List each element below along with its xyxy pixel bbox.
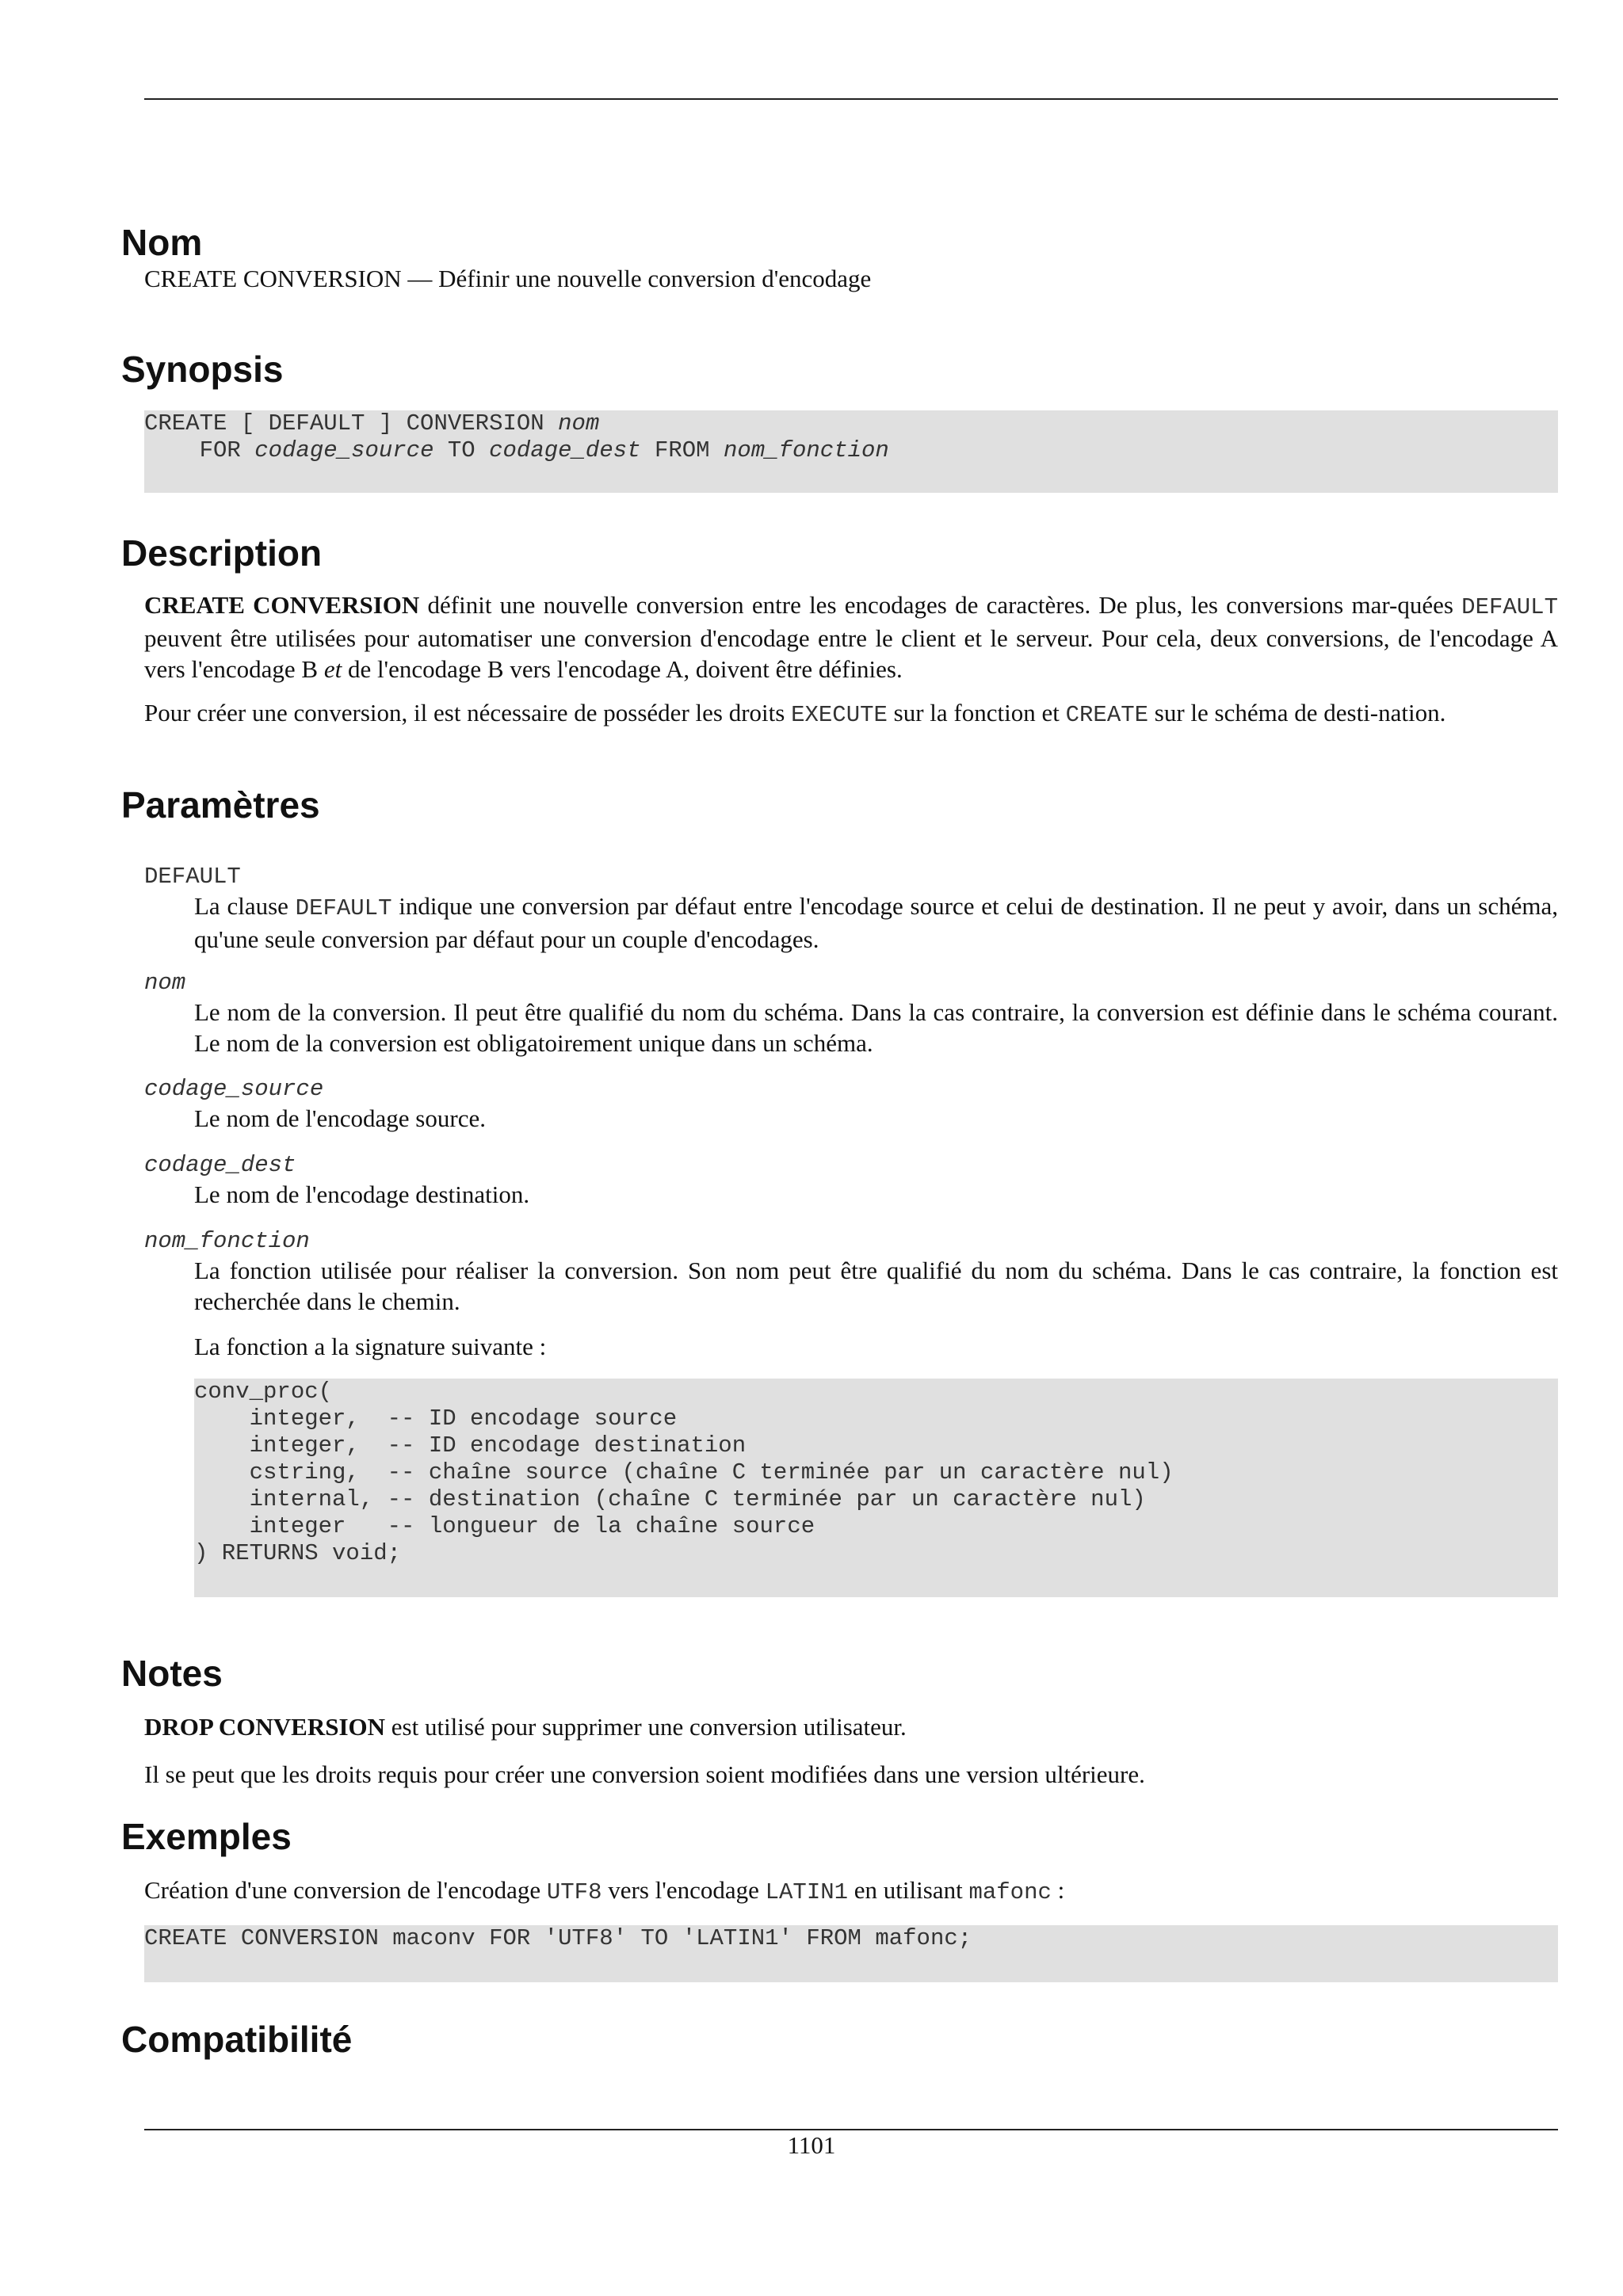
description-text-c: de l'encodage B vers l'encodage A, doivent être définies.: [342, 655, 903, 683]
section-heading-compatibilite: Compatibilité: [121, 2019, 353, 2060]
synopsis-param-codage-dest: codage_dest: [489, 437, 641, 463]
exemples-paragraph: [144, 1875, 1558, 1908]
synopsis-param-nom-fonction: nom_fonction: [723, 437, 889, 463]
header-rule: [144, 98, 1558, 100]
param-default-text-a: La clause: [194, 892, 296, 920]
description-code-execute: EXECUTE: [791, 702, 888, 728]
exemples-text-d: :: [1051, 1876, 1065, 1904]
section-heading-description: Description: [121, 532, 323, 574]
param-default-code: DEFAULT: [295, 895, 392, 921]
synopsis-keyword-for: FOR: [144, 437, 255, 463]
notes-command-name: DROP CONVERSION: [144, 1713, 386, 1741]
synopsis-line-1: [144, 410, 599, 437]
synopsis-code-block: [144, 410, 1558, 493]
synopsis-keyword-to: TO: [433, 437, 490, 463]
description-paragraph-2: [144, 697, 1558, 730]
param-desc-codage-dest: Le nom de l'encodage destination.: [194, 1180, 530, 1208]
description-command-name: CREATE CONVERSION: [144, 591, 420, 619]
description-emphasis: et: [323, 655, 342, 683]
param-term-nom-fonction: [144, 1228, 310, 1255]
param-term-codage-dest: [144, 1152, 296, 1179]
exemples-code-block: CREATE CONVERSION maconv FOR 'UTF8' TO 'LATIN1' FROM mafonc;: [144, 1925, 1558, 1982]
exemples-text-c: en utilisant: [848, 1876, 969, 1904]
param-signature-intro: La fonction a la signature suivante :: [194, 1333, 547, 1360]
synopsis-keywords-1: CREATE [ DEFAULT ] CONVERSION: [144, 410, 559, 437]
param-term-codage-source: [144, 1076, 323, 1103]
synopsis-param-codage-source: codage_source: [254, 437, 434, 463]
param-desc-default: [194, 891, 1558, 955]
param-term-default: DEFAULT: [144, 864, 241, 890]
description-text-b: peuvent être utilisées pour automatiser une conversion d'encodage entre le client et le serveur. Pour cela, deux conversions, de l'encodage A vers l'encodage B: [144, 624, 1558, 683]
param-term-nom-fonction-text: nom_fonction: [144, 1228, 310, 1254]
section-heading-notes: Notes: [121, 1653, 223, 1694]
notes-paragraph-2: Il se peut que les droits requis pour créer une conversion soient modifiées dans une version ultérieure.: [144, 1760, 1145, 1788]
synopsis-param-nom: nom: [558, 410, 600, 437]
section-heading-parametres: Paramètres: [121, 784, 320, 826]
param-term-codage-source-text: codage_source: [144, 1076, 324, 1102]
description-p2-text-b: sur la fonction et: [887, 699, 1066, 727]
nom-text: CREATE CONVERSION — Définir une nouvelle conversion d'encodage: [144, 265, 872, 292]
exemples-code-mafonc: mafonc: [968, 1879, 1052, 1905]
signature-code-block: conv_proc( integer, -- ID encodage source integer, -- ID encodage destination cstring, -- chaîne source (chaîne C terminée par un caractère nul) internal, -- destination (chaîne C terminée par un caractère nul) integer -- longueur de la chaîne source ) RETURNS void;: [194, 1379, 1558, 1597]
synopsis-line-2: [144, 437, 889, 463]
description-p2-text-c: sur le schéma de desti-nation.: [1148, 699, 1446, 727]
footer-rule: [144, 2129, 1558, 2130]
param-term-nom-text: nom: [144, 970, 186, 996]
param-desc-codage-source: Le nom de l'encodage source.: [194, 1104, 486, 1132]
param-default-text-b: indique une conversion par défaut entre l'encodage source et celui de destination. Il ne peut y avoir, dans un schéma, qu'une seule conversion par défaut pour un couple d'encodages.: [194, 892, 1558, 953]
section-heading-synopsis: Synopsis: [121, 349, 284, 390]
synopsis-keyword-from: FROM: [640, 437, 724, 463]
param-desc-nom-fonction: La fonction utilisée pour réaliser la conversion. Son nom peut être qualifié du nom du schéma. Dans le cas contraire, la fonction est recherchée dans le chemin.: [194, 1257, 1558, 1315]
notes-text: est utilisé pour supprimer une conversion utilisateur.: [385, 1713, 907, 1741]
exemples-text-b: vers l'encodage: [601, 1876, 766, 1904]
description-paragraph-1: [144, 589, 1558, 685]
param-term-nom: [144, 970, 185, 997]
exemples-text-a: Création d'une conversion de l'encodage: [144, 1876, 547, 1904]
param-term-codage-dest-text: codage_dest: [144, 1152, 296, 1178]
notes-paragraph-1: [144, 1711, 1558, 1742]
description-p2-text-a: Pour créer une conversion, il est nécessaire de posséder les droits: [144, 699, 792, 727]
description-code-create: CREATE: [1065, 702, 1149, 728]
section-heading-nom: Nom: [121, 222, 203, 263]
page-number: 1101: [787, 2131, 836, 2159]
description-text-a: définit une nouvelle conversion entre les encodages de caractères. De plus, les conversions mar-quées: [419, 591, 1462, 619]
description-code-default: DEFAULT: [1461, 594, 1558, 620]
exemples-code-latin1: LATIN1: [765, 1879, 849, 1905]
section-heading-exemples: Exemples: [121, 1816, 292, 1857]
param-desc-nom: Le nom de la conversion. Il peut être qualifié du nom du schéma. Dans la cas contraire, la conversion est définie dans le schéma courant. Le nom de la conversion est obligatoirement unique dans un schéma.: [194, 998, 1558, 1057]
exemples-code-utf8: UTF8: [546, 1879, 602, 1905]
